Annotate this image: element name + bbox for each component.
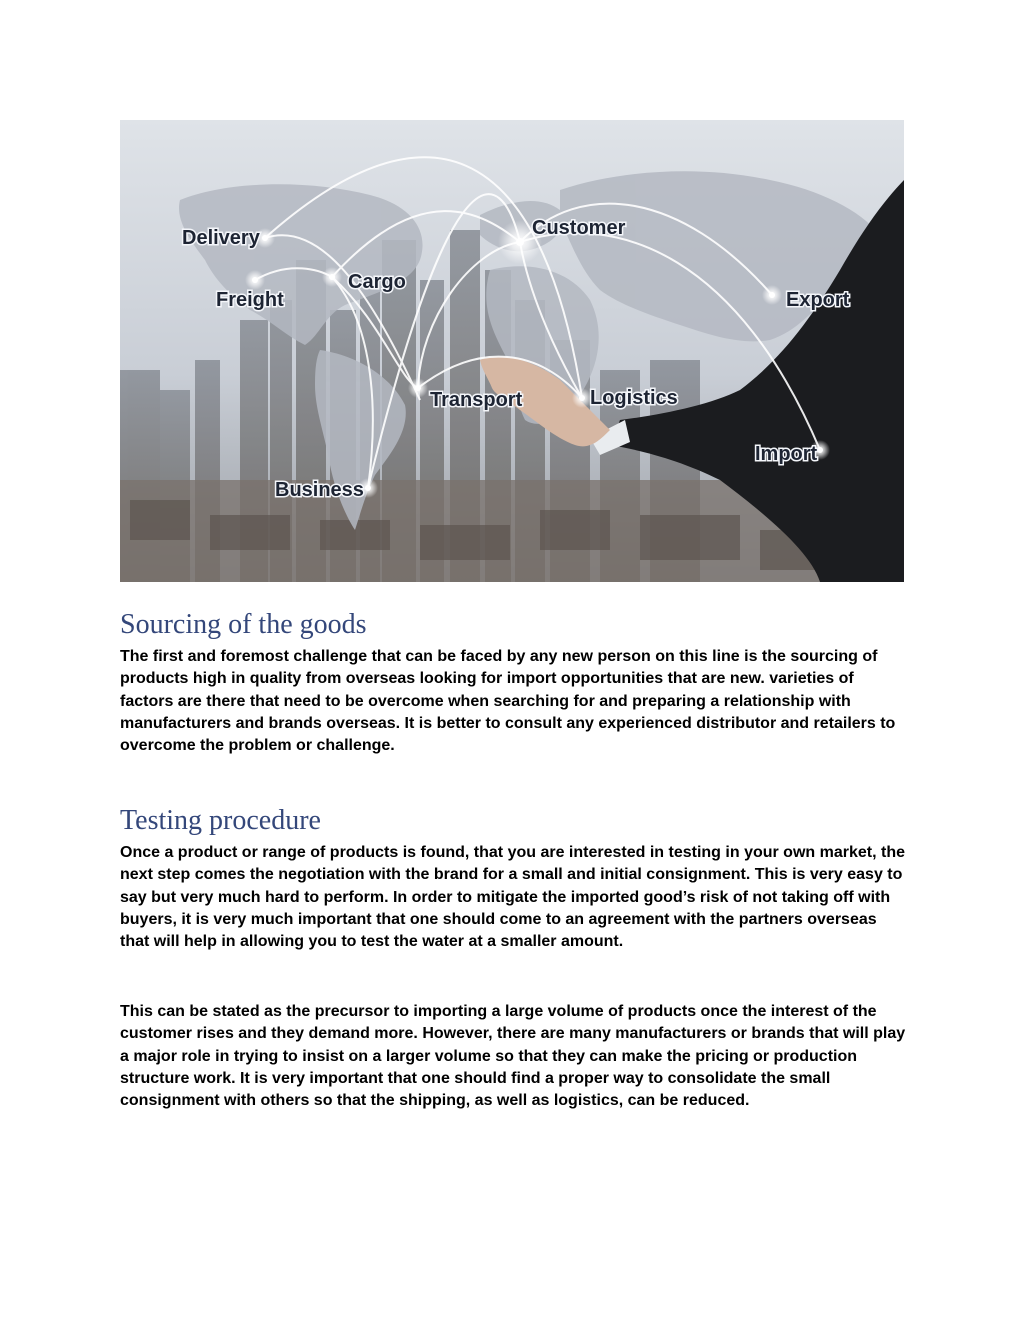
label-freight: Freight [216,289,284,311]
section-paragraph-sourcing: The first and foremost challenge that can be faced by any new person on this line is the sourcing of products high in quality from overseas looking for import opportunities that are new. varieties of factors are there that need to be overcome when searching for and preparing a relationship with manufacturers and brands overseas. It is better to consult any experienced distributor and retailers to overcome the problem or challenge. [120,648,896,755]
label-cargo: Cargo [348,271,406,293]
label-transport: Transport [430,389,523,411]
label-business: Business [275,479,364,501]
label-customer: Customer [532,217,626,239]
section-paragraph-testing-1: Once a product or range of products is found, that you are interested in testing in your own market, the next step comes the negotiation with the brand for a small and initial consignment. This is very easy to say but very much hard to perform. In order to mitigate the imported good’s risk of not taking off with buyers, it is very much important that one should come to an agreement with the partners overseas that will help in allowing you to test the water at a smaller amount. [120,844,905,951]
section-heading-testing: Testing procedure [120,805,321,836]
label-export: Export [786,289,850,311]
logistics-world-map-image [120,120,904,582]
section-paragraph-testing-2: This can be stated as the precursor to importing a large volume of products once the interest of the customer rises and they demand more. However, there are many manufacturers or brands that will play a major role in trying to insist on a larger volume so that they can make the pricing or production structure work. It is very important that one should find a proper way to consolidate the small consignment with others so that the shipping, as well as logistics, can be reduced. [120,1003,906,1110]
section-heading-sourcing: Sourcing of the goods [120,609,367,640]
label-delivery: Delivery [182,227,260,249]
label-import: Import [755,443,818,465]
label-logistics: Logistics [590,387,678,409]
